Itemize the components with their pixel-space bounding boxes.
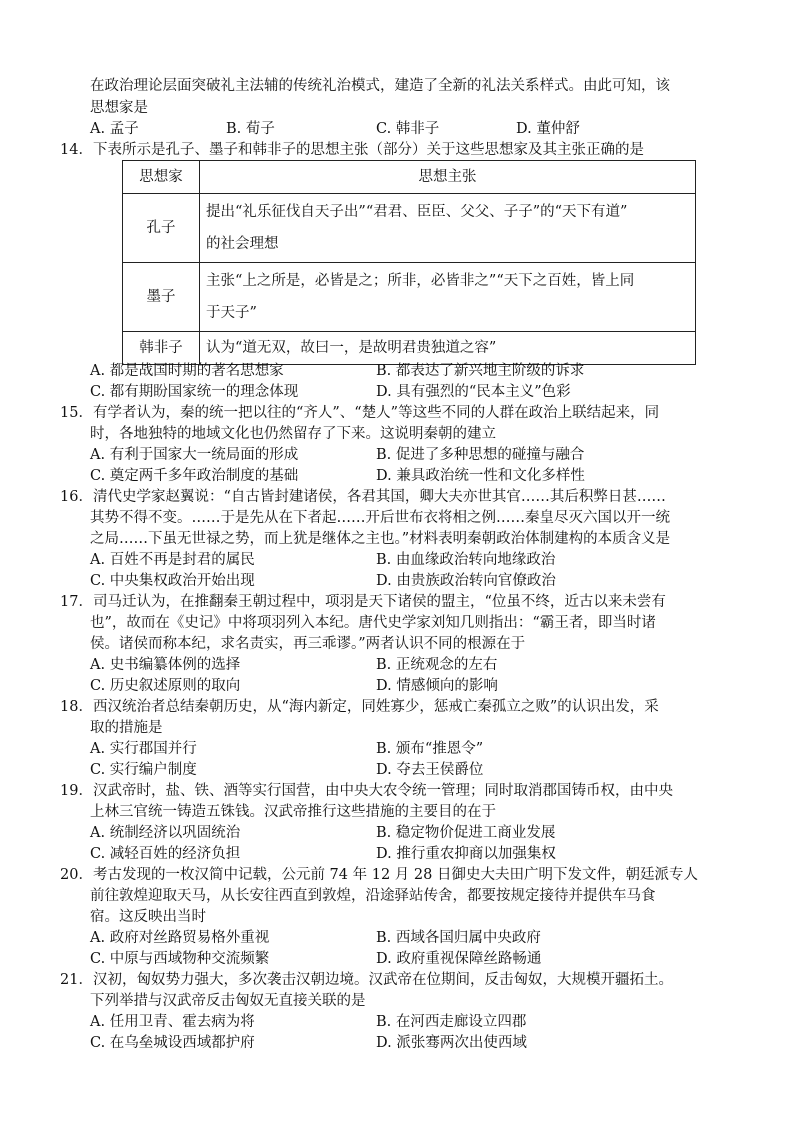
q17-option-b: B. 正统观念的左右 xyxy=(376,657,498,673)
q18-stem-line1: 18．西汉统治者总结秦朝历史，从“海内新定，同姓寡少，惩戒亡秦孤立之败”的认识出发，采 xyxy=(60,699,659,715)
q15-option-c: C. 奠定两千多年政治制度的基础 xyxy=(90,468,299,484)
q17-stem-line2: 也”，故而在《史记》中将项羽列入本纪。唐代史学家刘知几则指出：“霸王者，即当时诸 xyxy=(90,615,656,631)
q18-option-b: B. 颁布“推恩令” xyxy=(376,741,484,757)
q18-option-a: A. 实行郡国并行 xyxy=(90,741,197,757)
q14-stem: 14．下表所示是孔子、墨子和韩非子的思想主张（部分）关于这些思想家及其主张正确的是 xyxy=(60,142,644,158)
q19-option-c: C. 减轻百姓的经济负担 xyxy=(90,846,241,862)
table-cell-name: 韩非子 xyxy=(123,332,200,365)
q17-option-d: D. 情感倾向的影响 xyxy=(376,678,498,694)
q16-option-c: C. 中央集权政治开始出现 xyxy=(90,573,255,589)
q21-option-a: A. 任用卫青、霍去病为将 xyxy=(90,1014,255,1030)
q17-option-c: C. 历史叙述原则的取向 xyxy=(90,678,241,694)
q19-option-a: A. 统制经济以巩固统治 xyxy=(90,825,241,841)
table-cell-name: 孔子 xyxy=(123,194,200,263)
q21-option-c: C. 在乌垒城设西域都护府 xyxy=(90,1035,255,1051)
q15-stem-line2: 时，各地独特的地域文化也仍然留存了下来。这说明秦朝的建立 xyxy=(90,426,496,442)
q16-stem-line3: 之局……下虽无世禄之势，而上犹是继体之主也。”材料表明秦朝政治体制建构的本质含义是 xyxy=(90,531,671,547)
q14-option-c: C. 都有期盼国家统一的理念体现 xyxy=(90,384,299,400)
table-cell-line: 的社会理想 xyxy=(206,236,279,252)
q16-stem-line2: 其势不得不变。……于是先从在下者起……开后世布衣将相之例……秦皇尽灭六国以开一统 xyxy=(90,510,670,526)
q18-stem-line2: 取的措施是 xyxy=(90,720,163,736)
q15-option-a: A. 有利于国家大一统局面的形成 xyxy=(90,447,299,463)
table-cell-line: 于天子” xyxy=(206,305,257,321)
q15-stem-line1: 15．有学者认为，秦的统一把以往的“齐人”、“楚人”等这些不同的人群在政治上联结起来，同 xyxy=(60,405,660,421)
q19-option-b: B. 稳定物价促进工商业发展 xyxy=(376,825,556,841)
q17-stem-line1: 17．司马迁认为，在推翻秦王朝过程中，项羽是天下诸侯的盟主，“位虽不终，近古以来未尝有 xyxy=(60,594,666,610)
table-cell-line: 主张“上之所是，必皆是之；所非，必皆非之”“天下之百姓，皆上同 xyxy=(206,273,635,289)
q21-option-b: B. 在河西走廊设立四郡 xyxy=(376,1014,527,1030)
table-cell-name: 墨子 xyxy=(123,263,200,332)
q21-stem-line1: 21．汉初，匈奴势力强大，多次袭击汉朝边境。汉武帝在位期间，反击匈奴，大规模开疆拓土。 xyxy=(60,972,673,988)
table-cell-line: 提出“礼乐征伐自天子出”“君君、臣臣、父父、子子”的“天下有道” xyxy=(206,204,628,220)
q20-option-a: A. 政府对丝路贸易格外重视 xyxy=(90,930,270,946)
q16-option-d: D. 由贵族政治转向官僚政治 xyxy=(376,573,556,589)
q13-option-d: D. 董仲舒 xyxy=(516,121,580,137)
q19-option-d: D. 推行重农抑商以加强集权 xyxy=(376,846,556,862)
q14-option-d: D. 具有强烈的“民本主义”色彩 xyxy=(376,384,571,400)
q20-option-d: D. 政府重视保障丝路畅通 xyxy=(376,951,542,967)
table-cell-line: 认为“道无双，故曰一，是故明君贵独道之容” xyxy=(206,340,497,356)
q15-option-b: B. 促进了多种思想的碰撞与融合 xyxy=(376,447,585,463)
q20-option-c: C. 中原与西域物种交流频繁 xyxy=(90,951,270,967)
q20-stem-line1: 20．考古发现的一枚汉简中记载，公元前 74 年 12 月 28 日御史大夫田广明下发文件，朝廷派专人 xyxy=(60,867,698,883)
q13-stem-line2: 思想家是 xyxy=(90,100,148,116)
table-header-thinker: 思想家 xyxy=(123,161,200,194)
q19-stem-line2: 上林三官统一铸造五铢钱。汉武帝推行这些措施的主要目的在于 xyxy=(90,804,496,820)
q16-option-b: B. 由血缘政治转向地缘政治 xyxy=(376,552,556,568)
q16-option-a: A. 百姓不再是封君的属民 xyxy=(90,552,255,568)
table-cell-claim xyxy=(200,194,696,263)
q20-stem-line2: 前往敦煌迎取天马，从长安往西直到敦煌，沿途驿站传舍，都要按规定接待并提供车马食 xyxy=(90,888,656,904)
q18-option-d: D. 夺去王侯爵位 xyxy=(376,762,484,778)
q14-option-b: B. 都表达了新兴地主阶级的诉求 xyxy=(376,363,585,379)
q18-option-c: C. 实行编户制度 xyxy=(90,762,197,778)
q14-option-a: A. 都是战国时期的著名思想家 xyxy=(90,363,284,379)
table-cell-claim xyxy=(200,263,696,332)
q21-option-d: D. 派张骞两次出使西域 xyxy=(376,1035,527,1051)
q13-option-b: B. 荀子 xyxy=(226,121,275,137)
q13-option-a: A. 孟子 xyxy=(90,121,139,137)
q17-stem-line3: 侯。诸侯而称本纪，求名责实，再三乖谬。”两者认识不同的根源在于 xyxy=(90,636,526,652)
table-header-claim: 思想主张 xyxy=(200,161,696,194)
q13-stem-line1: 在政治理论层面突破礼主法辅的传统礼治模式，建造了全新的礼法关系样式。由此可知，该 xyxy=(90,78,670,94)
q20-option-b: B. 西域各国归属中央政府 xyxy=(376,930,541,946)
table-row xyxy=(123,194,696,263)
q17-option-a: A. 史书编纂体例的选择 xyxy=(90,657,241,673)
thinkers-table xyxy=(122,160,696,365)
table-row xyxy=(123,263,696,332)
q13-option-c: C. 韩非子 xyxy=(376,121,440,137)
q19-stem-line1: 19．汉武帝时，盐、铁、酒等实行国营，由中央大农令统一管理；同时取消郡国铸币权，由中央 xyxy=(60,783,673,799)
table-header-row xyxy=(123,161,696,194)
q16-stem-line1: 16．清代史学家赵翼说：“自古皆封建诸侯，各君其国，卿大夫亦世其官……其后积弊日甚…… xyxy=(60,489,666,505)
q21-stem-line2: 下列举措与汉武帝反击匈奴无直接关联的是 xyxy=(90,993,366,1009)
q20-stem-line3: 宿。这反映出当时 xyxy=(90,909,206,925)
q15-option-d: D. 兼具政治统一性和文化多样性 xyxy=(376,468,585,484)
